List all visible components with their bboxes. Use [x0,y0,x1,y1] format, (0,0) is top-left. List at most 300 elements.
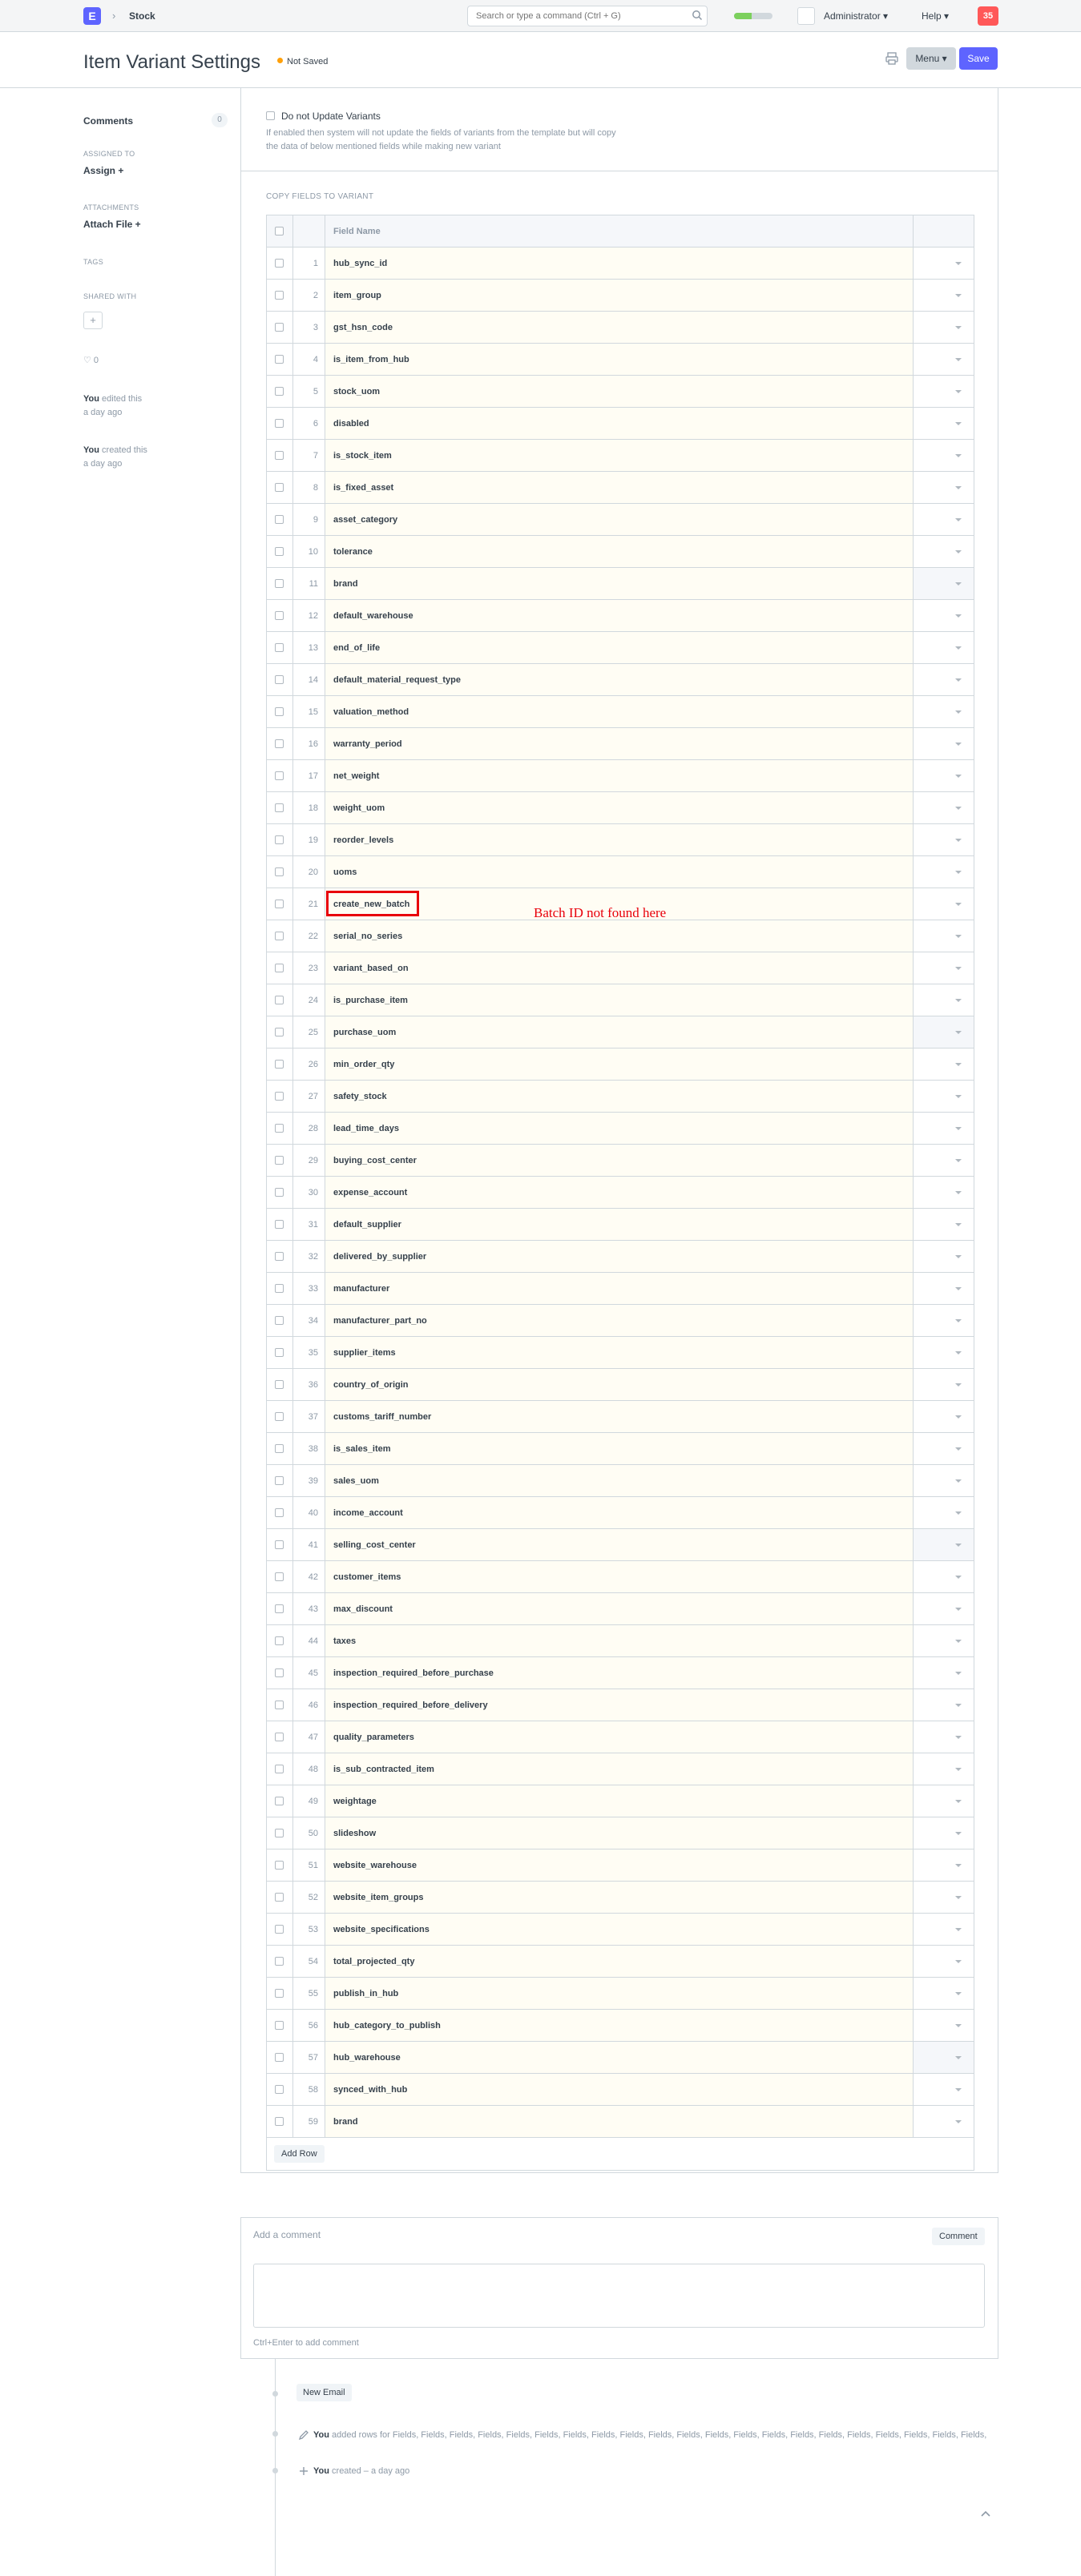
chevron-down-icon[interactable] [955,390,962,393]
menu-button[interactable]: Menu ▾ [906,47,956,70]
row-checkbox[interactable] [275,579,284,588]
table-row[interactable] [267,696,974,728]
chevron-down-icon[interactable] [955,1576,962,1579]
chevron-down-icon[interactable] [955,935,962,938]
row-checkbox-cell [267,280,293,311]
row-checkbox[interactable] [275,2117,284,2126]
row-field-name[interactable]: disabled [325,408,914,439]
chevron-down-icon[interactable] [955,1415,962,1419]
row-field-name[interactable]: sales_uom [325,1465,914,1496]
table-row[interactable] [267,344,974,376]
row-checkbox-cell [267,1497,293,1528]
comment-hint: Ctrl+Enter to add comment [253,2338,359,2348]
table-row[interactable] [267,1753,974,1785]
row-field-name[interactable]: hub_warehouse [325,2042,914,2073]
table-row[interactable] [267,1401,974,1433]
row-field-name[interactable]: inspection_required_before_delivery [325,1689,914,1721]
chevron-down-icon[interactable] [955,1672,962,1675]
row-checkbox-cell [267,2074,293,2105]
chevron-down-icon[interactable] [955,839,962,842]
search-input[interactable] [467,6,708,26]
row-field-name[interactable]: website_warehouse [325,1849,914,1881]
row-checkbox[interactable] [275,1380,284,1389]
row-checkbox-cell [267,1305,293,1336]
row-checkbox[interactable] [275,643,284,652]
row-checkbox[interactable] [275,259,284,268]
row-checkbox[interactable] [275,803,284,812]
table-row[interactable] [267,1049,974,1081]
row-checkbox-cell [267,344,293,375]
chevron-down-icon[interactable] [955,358,962,361]
row-field-name[interactable]: delivered_by_supplier [325,1241,914,1272]
row-field-name[interactable]: buying_cost_center [325,1145,914,1176]
chevron-down-icon[interactable] [955,903,962,906]
row-checkbox[interactable] [275,1028,284,1036]
scroll-to-top-icon[interactable] [977,2506,994,2523]
row-field-name[interactable]: expense_account [325,1177,914,1208]
table-row[interactable] [267,472,974,504]
table-row[interactable] [267,1817,974,1849]
row-checkbox[interactable] [275,1540,284,1549]
row-checkbox-cell [267,1785,293,1817]
table-row[interactable] [267,1721,974,1753]
row-field-name[interactable]: website_item_groups [325,1882,914,1913]
app-logo[interactable]: E [83,7,101,25]
row-checkbox[interactable] [275,1284,284,1293]
row-checkbox[interactable] [275,2053,284,2062]
row-index: 58 [293,2074,325,2105]
created-time: a day ago [83,459,123,469]
table-row[interactable] [267,1593,974,1625]
table-row[interactable] [267,1337,974,1369]
table-row[interactable] [267,1177,974,1209]
row-field-name[interactable]: quality_parameters [325,1721,914,1753]
chevron-down-icon[interactable] [955,1608,962,1611]
table-row[interactable] [267,1978,974,2010]
chevron-down-icon[interactable] [955,486,962,489]
row-field-name[interactable]: customs_tariff_number [325,1401,914,1432]
chevron-down-icon[interactable] [955,871,962,874]
row-field-name[interactable]: supplier_items [325,1337,914,1368]
table-row[interactable] [267,1016,974,1049]
add-share-button[interactable]: + [83,312,103,329]
chevron-down-icon[interactable] [955,1544,962,1547]
sidebar-comments-label[interactable]: Comments [83,115,134,127]
row-action-cell [914,472,974,503]
row-checkbox[interactable] [275,1636,284,1645]
chevron-down-icon[interactable] [955,294,962,297]
row-checkbox[interactable] [275,1957,284,1966]
assign-link[interactable]: Assign + [83,165,124,176]
do-not-update-checkbox[interactable] [266,111,275,120]
row-field-name[interactable]: default_supplier [325,1209,914,1240]
table-row[interactable] [267,1465,974,1497]
chevron-down-icon[interactable] [955,1255,962,1258]
table-row[interactable] [267,600,974,632]
row-action-cell [914,568,974,599]
table-row[interactable] [267,1113,974,1145]
row-checkbox[interactable] [275,1156,284,1165]
table-row[interactable] [267,312,974,344]
table-row[interactable] [267,920,974,952]
chevron-down-icon[interactable] [955,1896,962,1899]
chevron-down-icon[interactable] [955,1447,962,1451]
chevron-down-icon[interactable] [955,678,962,682]
row-field-name[interactable]: reorder_levels [325,824,914,855]
chevron-down-icon[interactable] [955,1768,962,1771]
row-checkbox[interactable] [275,1797,284,1805]
attach-file-link[interactable]: Attach File + [83,219,141,230]
chevron-down-icon[interactable] [955,1992,962,1995]
row-checkbox[interactable] [275,323,284,332]
row-action-cell [914,1401,974,1432]
chevron-down-icon[interactable] [955,422,962,425]
table-row[interactable] [267,664,974,696]
row-field-name[interactable]: weightage [325,1785,914,1817]
likes-count[interactable]: ♡ 0 [83,356,99,365]
row-checkbox[interactable] [275,1861,284,1870]
row-action-cell [914,760,974,791]
row-field-name[interactable]: taxes [325,1625,914,1656]
chevron-down-icon[interactable] [955,2120,962,2123]
row-field-name[interactable]: publish_in_hub [325,1978,914,2009]
row-field-name[interactable]: synced_with_hub [325,2074,914,2105]
row-checkbox[interactable] [275,1989,284,1998]
row-checkbox-cell [267,1081,293,1112]
row-field-name[interactable]: brand [325,568,914,599]
table-row[interactable] [267,1882,974,1914]
chevron-down-icon[interactable] [955,326,962,329]
table-row[interactable] [267,408,974,440]
row-checkbox[interactable] [275,1060,284,1069]
row-checkbox[interactable] [275,900,284,908]
chevron-down-icon[interactable] [955,1127,962,1130]
chevron-down-icon[interactable] [955,1223,962,1226]
row-index: 45 [293,1657,325,1688]
table-row[interactable] [267,1785,974,1817]
row-checkbox[interactable] [275,964,284,972]
table-row[interactable] [267,2074,974,2106]
row-field-name[interactable]: is_stock_item [325,440,914,471]
search-icon [692,10,703,21]
chevron-down-icon[interactable] [955,1287,962,1290]
comment-input[interactable] [253,2264,985,2328]
row-index: 4 [293,344,325,375]
chevron-down-icon[interactable] [955,1960,962,1963]
row-checkbox-cell [267,600,293,631]
table-row[interactable] [267,568,974,600]
row-checkbox[interactable] [275,1316,284,1325]
table-row[interactable] [267,280,974,312]
row-checkbox[interactable] [275,867,284,876]
table-row[interactable] [267,1689,974,1721]
table-row[interactable] [267,1369,974,1401]
chevron-down-icon[interactable] [955,710,962,714]
row-field-name[interactable]: purchase_uom [325,1016,914,1048]
row-checkbox[interactable] [275,1765,284,1773]
chevron-down-icon[interactable] [955,1351,962,1354]
chevron-down-icon[interactable] [955,1511,962,1515]
avatar[interactable] [797,7,815,25]
row-field-name[interactable]: tolerance [325,536,914,567]
chevron-down-icon[interactable] [955,1864,962,1867]
chevron-down-icon[interactable] [955,1704,962,1707]
row-index: 49 [293,1785,325,1817]
table-row[interactable] [267,1849,974,1882]
chevron-down-icon[interactable] [955,2056,962,2059]
do-not-update-field[interactable] [266,111,381,122]
notification-badge[interactable]: 35 [978,6,998,26]
row-checkbox[interactable] [275,1476,284,1485]
row-action-cell [914,1433,974,1464]
row-field-name[interactable]: lead_time_days [325,1113,914,1144]
row-checkbox[interactable] [275,771,284,780]
help-menu[interactable]: Help ▾ [922,10,950,22]
row-field-name[interactable]: serial_no_series [325,920,914,952]
row-action-cell [914,344,974,375]
table-row[interactable] [267,2106,974,2138]
row-checkbox[interactable] [275,1124,284,1133]
row-field-name[interactable]: weight_uom [325,792,914,823]
row-field-name[interactable]: create_new_batch [325,888,914,920]
table-row[interactable] [267,1145,974,1177]
row-field-name[interactable]: inspection_required_before_purchase [325,1657,914,1688]
row-field-name[interactable]: default_warehouse [325,600,914,631]
row-checkbox[interactable] [275,1604,284,1613]
chevron-down-icon[interactable] [955,2024,962,2027]
chevron-down-icon[interactable] [955,582,962,586]
chevron-down-icon[interactable] [955,1383,962,1387]
row-field-name[interactable]: max_discount [325,1593,914,1624]
row-field-name[interactable]: total_projected_qty [325,1946,914,1977]
table-row[interactable] [267,728,974,760]
row-field-name[interactable]: warranty_period [325,728,914,759]
chevron-down-icon[interactable] [955,2088,962,2091]
row-index: 47 [293,1721,325,1753]
row-field-name[interactable]: safety_stock [325,1081,914,1112]
chevron-down-icon[interactable] [955,743,962,746]
row-checkbox[interactable] [275,451,284,460]
chevron-down-icon[interactable] [955,1479,962,1483]
chevron-down-icon[interactable] [955,1319,962,1322]
row-checkbox[interactable] [275,515,284,524]
table-row[interactable] [267,1625,974,1657]
chevron-down-icon[interactable] [955,1031,962,1034]
row-checkbox-cell [267,1849,293,1881]
row-field-name[interactable]: customer_items [325,1561,914,1592]
row-field-name[interactable]: hub_sync_id [325,248,914,279]
row-checkbox[interactable] [275,387,284,396]
row-checkbox[interactable] [275,291,284,300]
chevron-down-icon[interactable] [955,967,962,970]
table-row[interactable] [267,1273,974,1305]
timeline-entry2-text: created – a day ago [332,2466,410,2476]
row-field-name[interactable]: manufacturer [325,1273,914,1304]
chevron-down-icon[interactable] [955,646,962,650]
row-action-cell [914,888,974,920]
table-row[interactable] [267,440,974,472]
table-row[interactable] [267,760,974,792]
row-checkbox[interactable] [275,932,284,940]
row-checkbox-cell [267,824,293,855]
header-index-cell [293,215,325,247]
row-checkbox[interactable] [275,1925,284,1934]
row-checkbox[interactable] [275,707,284,716]
row-action-cell [914,1914,974,1945]
row-checkbox[interactable] [275,1412,284,1421]
row-checkbox[interactable] [275,1829,284,1837]
timeline-dot [272,2391,278,2397]
row-index: 30 [293,1177,325,1208]
row-checkbox[interactable] [275,1092,284,1101]
chevron-down-icon[interactable] [955,1095,962,1098]
table-row[interactable] [267,632,974,664]
row-checkbox[interactable] [275,1508,284,1517]
row-checkbox-cell [267,696,293,727]
row-checkbox-cell [267,1561,293,1592]
table-row[interactable] [267,1561,974,1593]
row-checkbox[interactable] [275,1733,284,1741]
select-all-checkbox[interactable] [275,227,284,235]
row-checkbox[interactable] [275,2085,284,2094]
table-row[interactable] [267,536,974,568]
row-checkbox[interactable] [275,1701,284,1709]
row-field-name[interactable]: is_fixed_asset [325,472,914,503]
table-row[interactable] [267,1209,974,1241]
row-index: 42 [293,1561,325,1592]
row-checkbox[interactable] [275,739,284,748]
table-row[interactable] [267,2042,974,2074]
table-row[interactable] [267,984,974,1016]
chevron-down-icon[interactable] [955,614,962,618]
row-field-name[interactable]: stock_uom [325,376,914,407]
chevron-down-icon[interactable] [955,999,962,1002]
row-checkbox[interactable] [275,1348,284,1357]
row-checkbox[interactable] [275,2021,284,2030]
chevron-down-icon[interactable] [955,1159,962,1162]
row-action-cell [914,1946,974,1977]
chevron-down-icon[interactable] [955,1928,962,1931]
row-checkbox[interactable] [275,483,284,492]
table-row[interactable] [267,1946,974,1978]
row-checkbox[interactable] [275,1572,284,1581]
row-checkbox[interactable] [275,996,284,1004]
row-field-name[interactable]: website_specifications [325,1914,914,1945]
table-row[interactable] [267,824,974,856]
row-field-name[interactable]: valuation_method [325,696,914,727]
row-checkbox[interactable] [275,835,284,844]
table-row[interactable] [267,1433,974,1465]
comment-button[interactable]: Comment [932,2228,985,2245]
row-field-name[interactable]: item_group [325,280,914,311]
row-field-name[interactable]: hub_category_to_publish [325,2010,914,2041]
chevron-down-icon[interactable] [955,1800,962,1803]
table-row[interactable] [267,504,974,536]
table-row[interactable] [267,1914,974,1946]
row-field-name[interactable]: is_sub_contracted_item [325,1753,914,1785]
row-checkbox[interactable] [275,1893,284,1902]
row-checkbox[interactable] [275,675,284,684]
row-field-name[interactable]: end_of_life [325,632,914,663]
breadcrumb-stock[interactable]: Stock [129,10,155,22]
table-row[interactable] [267,2010,974,2042]
table-row[interactable] [267,1529,974,1561]
row-checkbox-cell [267,1209,293,1240]
row-field-name[interactable]: brand [325,2106,914,2137]
row-field-name[interactable]: is_item_from_hub [325,344,914,375]
table-row[interactable] [267,1305,974,1337]
row-field-name[interactable]: uoms [325,856,914,888]
chevron-down-icon[interactable] [955,1640,962,1643]
row-field-name[interactable]: net_weight [325,760,914,791]
table-row[interactable] [267,856,974,888]
row-field-name[interactable]: selling_cost_center [325,1529,914,1560]
row-checkbox[interactable] [275,1444,284,1453]
chevron-down-icon[interactable] [955,262,962,265]
new-email-button[interactable]: New Email [296,2384,352,2401]
row-checkbox[interactable] [275,547,284,556]
highlight-box [326,891,419,916]
table-row[interactable] [267,792,974,824]
save-button[interactable]: Save [959,47,998,70]
table-row[interactable] [267,248,974,280]
row-field-name[interactable]: is_sales_item [325,1433,914,1464]
chevron-down-icon[interactable] [955,1832,962,1835]
row-action-cell [914,1241,974,1272]
row-field-name[interactable]: manufacturer_part_no [325,1305,914,1336]
row-field-name[interactable]: asset_category [325,504,914,535]
row-field-name[interactable]: gst_hsn_code [325,312,914,343]
row-field-name[interactable]: variant_based_on [325,952,914,984]
row-checkbox[interactable] [275,1220,284,1229]
row-checkbox[interactable] [275,355,284,364]
row-field-name[interactable]: is_purchase_item [325,984,914,1016]
table-row[interactable] [267,1241,974,1273]
row-checkbox[interactable] [275,1188,284,1197]
table-row[interactable] [267,376,974,408]
row-checkbox[interactable] [275,1252,284,1261]
chevron-down-icon[interactable] [955,775,962,778]
add-row-button[interactable]: Add Row [274,2145,325,2163]
row-field-name[interactable]: slideshow [325,1817,914,1849]
table-row[interactable] [267,1497,974,1529]
row-checkbox[interactable] [275,419,284,428]
row-field-name[interactable]: default_material_request_type [325,664,914,695]
print-icon[interactable] [885,51,899,66]
row-field-name[interactable]: country_of_origin [325,1369,914,1400]
row-checkbox-cell [267,1465,293,1496]
row-checkbox[interactable] [275,1668,284,1677]
column-header-field-name: Field Name [325,215,914,247]
chevron-down-icon[interactable] [955,1063,962,1066]
row-index: 32 [293,1241,325,1272]
chevron-down-icon[interactable] [955,550,962,553]
chevron-down-icon[interactable] [955,454,962,457]
chevron-down-icon[interactable] [955,1736,962,1739]
chevron-down-icon[interactable] [955,1191,962,1194]
row-field-name[interactable]: income_account [325,1497,914,1528]
row-action-cell [914,1337,974,1368]
table-row[interactable] [267,1657,974,1689]
chevron-down-icon[interactable] [955,807,962,810]
row-checkbox[interactable] [275,611,284,620]
user-menu[interactable]: Administrator ▾ [824,10,889,22]
do-not-update-label: Do not Update Variants [281,111,381,122]
table-row[interactable] [267,952,974,984]
row-field-name[interactable]: min_order_qty [325,1049,914,1080]
chevron-down-icon[interactable] [955,518,962,521]
table-row[interactable] [267,1081,974,1113]
